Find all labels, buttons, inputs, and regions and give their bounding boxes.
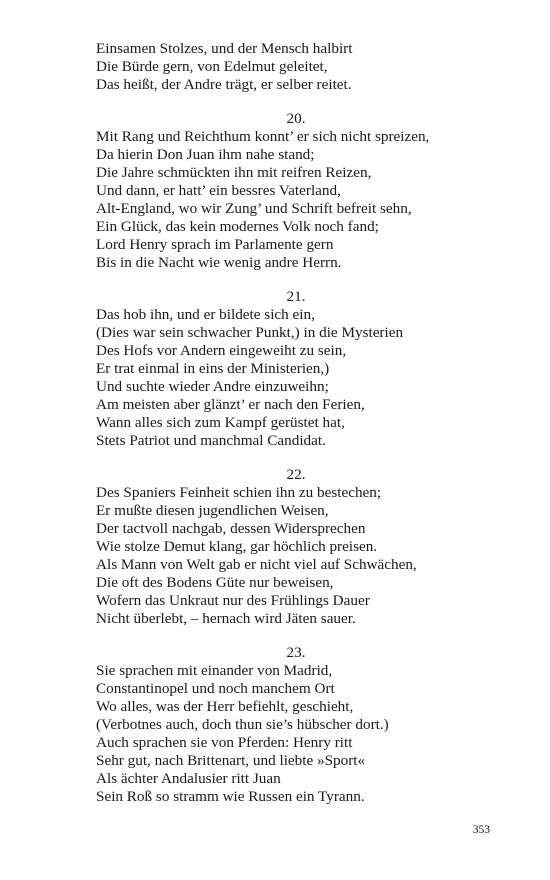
verse-line: Er trat einmal in eins der Ministerien,) [96,360,330,377]
stanza-number: 21. [286,288,306,305]
verse-line: Sie sprachen mit einander von Madrid, [96,662,333,679]
poem-text [96,40,496,806]
verse-line: Sehr gut, nach Brittenart, und liebte »Sport« [96,752,366,769]
verse-line: Des Hofs vor Andern eingeweiht zu sein, [96,342,347,359]
verse-line: Wie stolze Demut klang, gar höchlich preisen. [96,538,378,555]
verse-line: (Verbotnes auch, doch thun sie’s hübscher dort.) [96,716,389,733]
verse-line: Auch sprachen sie von Pferden: Henry ritt [96,734,353,751]
stanza-20 [96,128,496,272]
verse-line: Nicht überlebt, – hernach wird Jäten sauer. [96,610,356,627]
verse-line: (Dies war sein schwacher Punkt,) in die Mysterien [96,324,404,341]
verse-line: Des Spaniers Feinheit schien ihn zu bestechen; [96,484,382,501]
verse-line: Sein Roß so stramm wie Russen ein Tyrann. [96,788,365,805]
verse-line: Constantinopel und noch manchem Ort [96,680,335,697]
verse-line: Wann alles sich zum Kampf gerüstet hat, [96,414,345,431]
verse-line: Er mußte diesen jugendlichen Weisen, [96,502,329,519]
verse-line: Einsamen Stolzes, und der Mensch halbirt [96,40,353,57]
stanza-23 [96,662,496,806]
verse-line: Stets Patriot und manchmal Candidat. [96,432,326,449]
stanza-21 [96,306,496,450]
stanza-number: 23. [286,644,306,661]
verse-line: Das hob ihn, und er bildete sich ein, [96,306,315,323]
stanza-number: 22. [286,466,306,483]
verse-line: Die Jahre schmückten ihn mit reifren Reizen, [96,164,372,181]
verse-line: Die Bürde gern, von Edelmut geleitet, [96,58,328,75]
verse-line: Bis in die Nacht wie wenig andre Herrn. [96,254,342,271]
verse-line: Alt-England, wo wir Zung’ und Schrift befreit sehn, [96,200,412,217]
verse-line: Als Mann von Welt gab er nicht viel auf Schwächen, [96,556,417,573]
verse-line: Ein Glück, das kein modernes Volk noch fand; [96,218,379,235]
page-number: 353 [472,824,490,836]
verse-line: Mit Rang und Reichthum konnt’ er sich nicht spreizen, [96,128,430,145]
stanza-22 [96,484,496,628]
verse-line: Und suchte wieder Andre einzuweihn; [96,378,329,395]
opening-lines [96,40,496,94]
verse-line: Lord Henry sprach im Parlamente gern [96,236,334,253]
verse-line: Die oft des Bodens Güte nur beweisen, [96,574,334,591]
stanza-number: 20. [286,110,306,127]
verse-line: Da hierin Don Juan ihm nahe stand; [96,146,315,163]
verse-line: Das heißt, der Andre trägt, er selber reitet. [96,76,352,93]
verse-line: Als ächter Andalusier ritt Juan [96,770,281,787]
verse-line: Wo alles, was der Herr befiehlt, geschieht, [96,698,354,715]
verse-line: Der tactvoll nachgab, dessen Widersprechen [96,520,366,537]
verse-line: Und dann, er hatt’ ein bessres Vaterland, [96,182,341,199]
verse-line: Am meisten aber glänzt’ er nach den Ferien, [96,396,365,413]
verse-line: Wofern das Unkraut nur des Frühlings Dauer [96,592,370,609]
